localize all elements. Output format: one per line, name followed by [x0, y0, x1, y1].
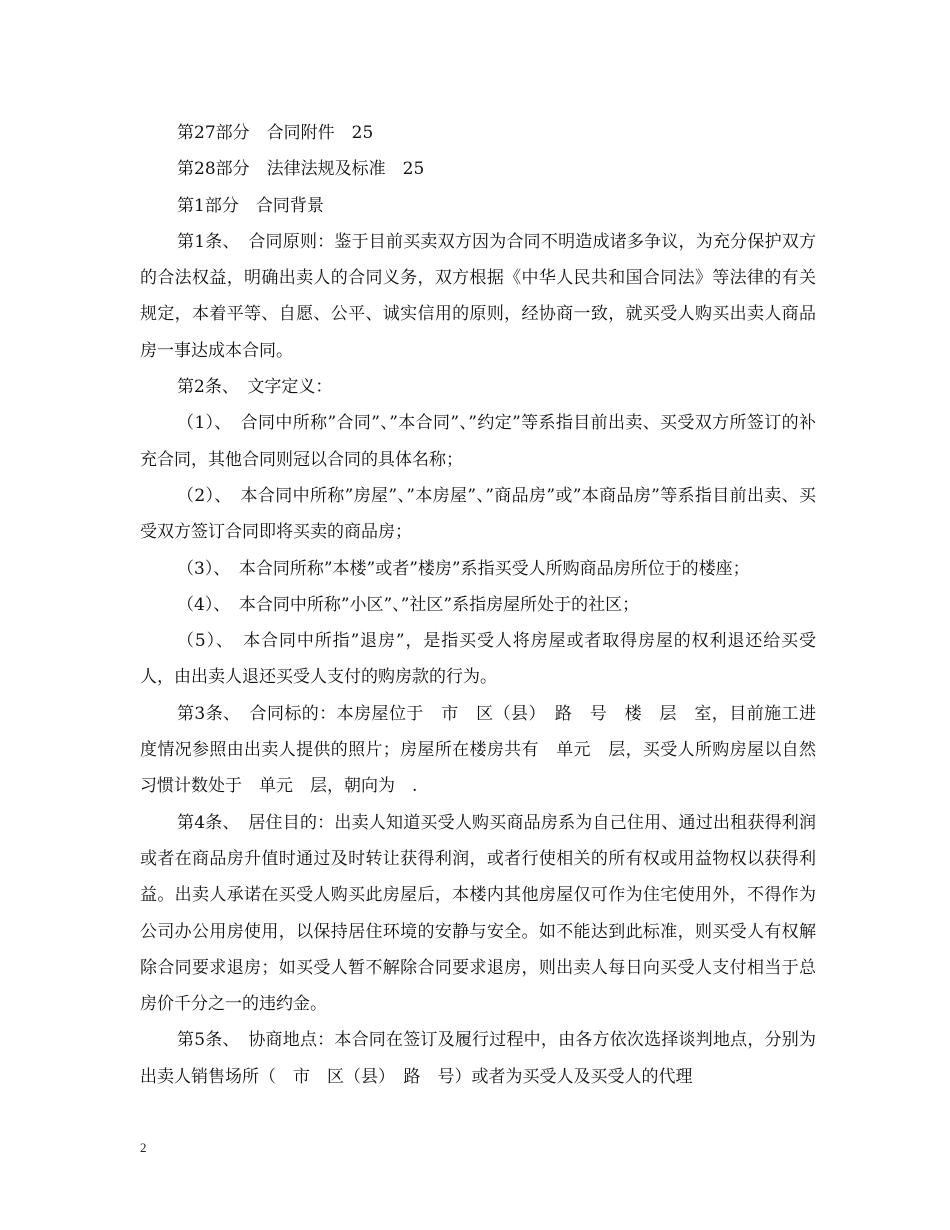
toc-entry-part-27: 第27部分 合同附件 25 — [177, 123, 374, 143]
article-3-paragraph: 第3条、 合同标的：本房屋位于 市 区（县） 路 号 楼 层 室，目前施工进度情况参照由出卖人提供的照片；房屋所在楼房共有 单元 层，买受人所购房屋以自然习惯计数处于 单元 层，朝向为 . — [140, 703, 816, 797]
article-1-paragraph: 第1条、 合同原则：鉴于目前买卖双方因为合同不明造成诸多争议，为充分保护双方的合法权益，明确出卖人的合同义务，双方根据《中华人民共和国合同法》等法律的有关规定，本着平等、自愿、公平、诚实信用的原则，经协商一致，就买受人购买出卖人商品房一事达成本合同。 — [140, 231, 816, 361]
page-number: 2 — [140, 1140, 147, 1155]
document-body — [140, 115, 816, 1095]
definition-item-5: （5）、 本合同中所指”退房”，是指买受人将房屋或者取得房屋的权利退还给买受人，由出卖人退还买受人支付的购房款的行为。 — [140, 631, 816, 688]
section-heading-part-1: 第1部分 合同背景 — [177, 195, 324, 216]
definition-item-4: （4）、 本合同中所称”小区”、”社区”系指房屋所处于的社区； — [177, 594, 640, 615]
article-5-paragraph: 第5条、 协商地点：本合同在签订及履行过程中，由各方依次选择谈判地点，分别为出卖人销售场所（ 市 区（县） 路 号）或者为买受人及买受人的代理 — [140, 1030, 816, 1087]
definition-item-3: （3）、 本合同所称”本楼”或者”楼房”系指买受人所购商品房所位于的楼座； — [177, 558, 750, 579]
definition-item-1: （1）、 合同中所称”合同”、”本合同”、”约定”等系指目前出卖、买受双方所签订的补充合同，其他合同则冠以合同的具体名称； — [140, 413, 816, 470]
article-4-paragraph: 第4条、 居住目的：出卖人知道买受人购买商品房系为自己住用、通过出租获得利润或者在商品房升值时通过及时转让获得利润，或者行使相关的所有权或用益物权以获得利益。出卖人承诺在买受人购买此房屋后，本楼内其他房屋仅可作为住宅使用外，不得作为公司办公用房使用，以保持居住环境的安静与安全。如不能达到此标准，则买受人有权解除合同要求退房；如买受人暂不解除合同要求退房，则出卖人每日向买受人支付相当于总房价千分之一的违约金。 — [140, 812, 816, 1015]
definition-item-2: （2）、 本合同中所称”房屋”、”本房屋”、”商品房”或”本商品房”等系指目前出卖、买受双方签订合同即将买卖的商品房； — [140, 485, 816, 543]
article-2-heading: 第2条、 文字定义： — [177, 377, 333, 398]
toc-entry-part-28: 第28部分 法律法规及标准 25 — [177, 159, 425, 180]
